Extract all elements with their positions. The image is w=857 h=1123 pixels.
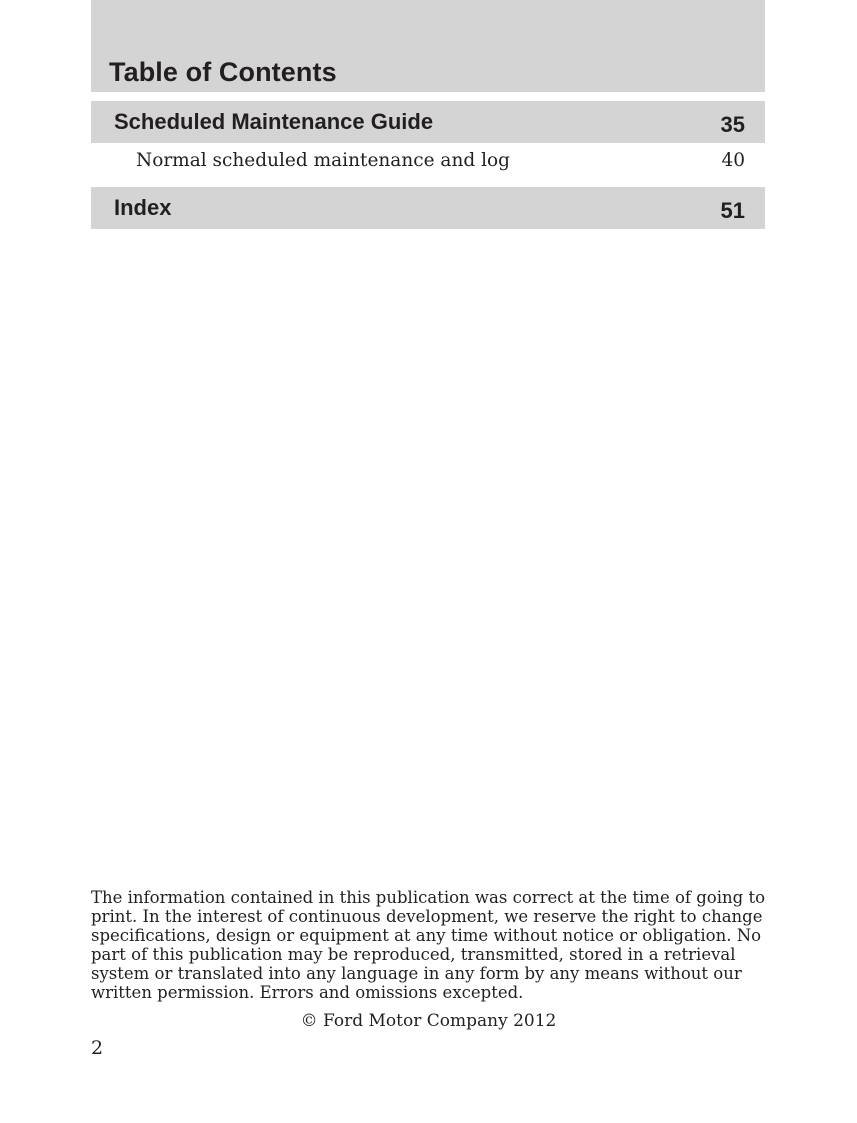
legal-notice: The information contained in this publication was correct at the time of going to print. In the interest of continuous development, we reserve the right to change specifications, design or equipment at any time without notice or obligation. No part of this publication may be reproduced, transmitted, stored in a retrieval system or translated into any language in any form by any means without our written permission. Errors and omissions excepted.	[91, 888, 766, 1002]
toc-section-index[interactable]	[91, 187, 765, 229]
table-of-contents	[91, 101, 765, 229]
toc-subitem-normal-maintenance[interactable]	[91, 143, 765, 187]
toc-section-label: Index	[114, 195, 172, 220]
toc-subitem-page: 40	[721, 150, 745, 171]
toc-section-label: Scheduled Maintenance Guide	[114, 109, 434, 134]
header-band	[91, 0, 765, 92]
toc-section-page: 51	[720, 198, 745, 223]
page-title: Table of Contents	[109, 57, 337, 87]
page-number: 2	[91, 1037, 104, 1059]
toc-section-page: 35	[720, 112, 745, 137]
copyright-notice: © Ford Motor Company 2012	[300, 1011, 557, 1031]
toc-section-scheduled-maintenance[interactable]	[91, 101, 765, 143]
toc-subitem-label: Normal scheduled maintenance and log	[136, 150, 511, 171]
